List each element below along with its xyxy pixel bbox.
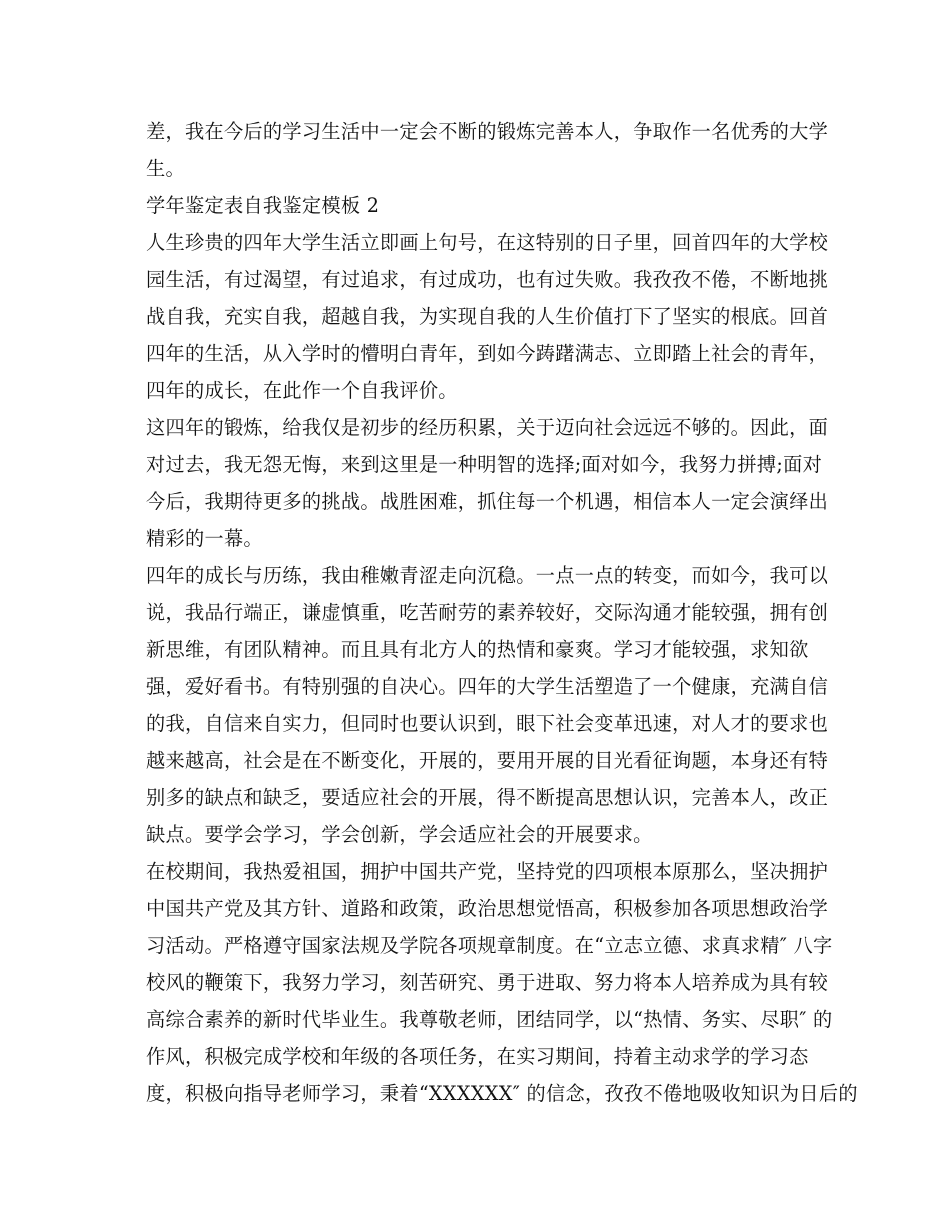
text-line: 这四年的锻炼，给我仅是初步的经历积累，关于迈向社会远远不够的。因此，面 — [146, 416, 829, 439]
text-line: 在校期间，我热爱祖国，拥护中国共产党，坚持党的四项根本原那么，坚决拥护 — [146, 860, 829, 883]
text-line: 别多的缺点和缺乏，要适应社会的开展，得不断提高思想认识，完善本人，改正 — [146, 786, 829, 809]
text-line: 高综合素养的新时代毕业生。我尊敬老师，团结同学，以“热情、务实、尽职″ 的 — [146, 1008, 833, 1031]
text-line: 差，我在今后的学习生活中一定会不断的锻炼完善本人，争取作一名优秀的大学 — [146, 120, 829, 143]
section-heading: 学年鉴定表自我鉴定模板 2 — [146, 194, 380, 217]
text-line: 生。 — [146, 157, 185, 180]
text-line: 人生珍贵的四年大学生活立即画上句号，在这特别的日子里，回首四年的大学校 — [146, 231, 829, 254]
text-line: 中国共产党及其方针、道路和政策，政治思想觉悟高，积极参加各项思想政治学 — [146, 897, 829, 920]
text-line: 四年的生活，从入学时的懵明白青年，到如今踌躇满志、立即踏上社会的青年， — [146, 342, 829, 365]
text-line: 四年的成长，在此作一个自我评价。 — [146, 379, 458, 402]
text-line: 越来越高，社会是在不断变化，开展的，要用开展的目光看征询题，本身还有特 — [146, 749, 829, 772]
text-line: 今后，我期待更多的挑战。战胜困难，抓住每一个机遇，相信本人一定会演绎出 — [146, 490, 829, 513]
text-line: 缺点。要学会学习，学会创新，学会适应社会的开展要求。 — [146, 823, 653, 846]
text-line: 度，积极向指导老师学习，秉着“XXXXXX″ 的信念，孜孜不倦地吸收知识为日后的 — [146, 1082, 858, 1105]
text-line: 新思维，有团队精神。而且具有北方人的热情和豪爽。学习才能较强，求知欲 — [146, 638, 809, 661]
text-line: 园生活，有过渴望，有过追求，有过成功，也有过失败。我孜孜不倦，不断地挑 — [146, 268, 829, 291]
text-line: 习活动。严格遵守国家法规及学院各项规章制度。在“立志立德、求真求精″ 八字 — [146, 934, 833, 957]
text-line: 校风的鞭策下，我努力学习，刻苦研究、勇于进取、努力将本人培养成为具有较 — [146, 971, 829, 994]
text-line: 对过去，我无怨无悔，来到这里是一种明智的选择;面对如今，我努力拼搏;面对 — [146, 453, 823, 476]
text-line: 精彩的一幕。 — [146, 527, 263, 550]
document-body — [146, 113, 858, 1112]
text-line: 作风，积极完成学校和年级的各项任务，在实习期间，持着主动求学的学习态 — [146, 1045, 809, 1068]
text-line: 强，爱好看书。有特别强的自决心。四年的大学生活塑造了一个健康，充满自信 — [146, 675, 829, 698]
text-line: 四年的成长与历练，我由稚嫩青涩走向沉稳。一点一点的转变，而如今，我可以 — [146, 564, 829, 587]
text-line: 说，我品行端正，谦虚慎重，吃苦耐劳的素养较好，交际沟通才能较强，拥有创 — [146, 601, 829, 624]
text-line: 战自我，充实自我，超越自我，为实现自我的人生价值打下了坚实的根底。回首 — [146, 305, 829, 328]
text-line: 的我，自信来自实力，但同时也要认识到，眼下社会变革迅速，对人才的要求也 — [146, 712, 829, 735]
